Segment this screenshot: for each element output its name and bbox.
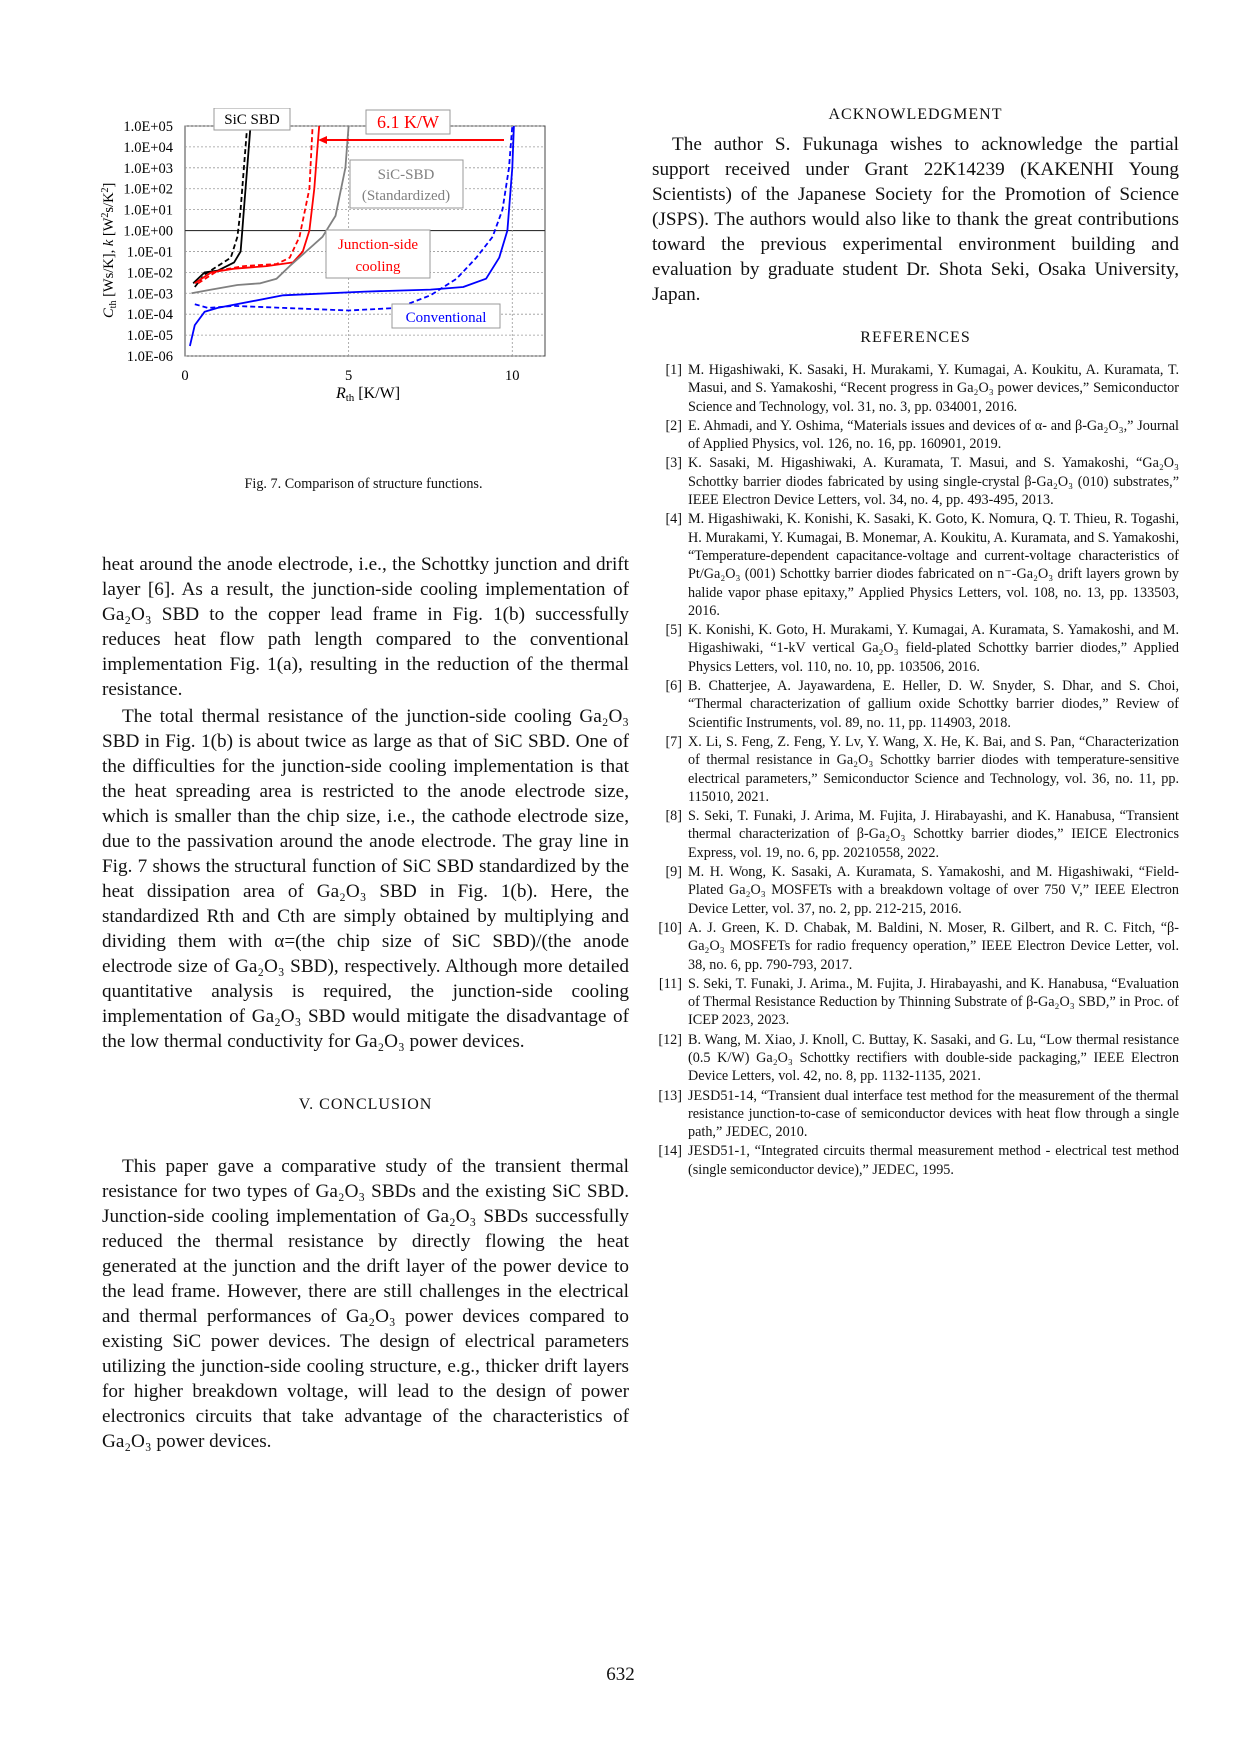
reference-item <box>652 1087 1179 1142</box>
reference-number: [8] <box>665 808 682 825</box>
reference-item <box>652 621 1179 676</box>
y-tick-label: 1.0E+01 <box>123 202 173 219</box>
y-tick-label: 1.0E-04 <box>126 307 173 324</box>
reference-number: [5] <box>665 622 682 639</box>
reference-number: [9] <box>665 864 682 881</box>
y-tick-label: 1.0E+00 <box>123 223 173 240</box>
y-tick-label: 1.0E-03 <box>126 286 173 303</box>
reference-item <box>652 919 1179 974</box>
annotation-sic-sbd <box>214 108 290 130</box>
reference-number: [10] <box>658 919 682 936</box>
figure-caption: Fig. 7. Comparison of structure functions. <box>244 476 483 492</box>
reference-text: S. Seki, T. Funaki, J. Arima., M. Fujita, J. Hirabayashi, and K. Hanabusa, “Evaluation of Thermal Resistance Reduction by Thinning Substrate of β-Ga₂O₃ SBD,” in Proc. of ICEP 2023, 2023. <box>688 975 1179 1029</box>
reference-item <box>652 1031 1179 1086</box>
reference-item <box>652 510 1179 620</box>
right-column <box>652 106 1179 1180</box>
series-line <box>195 126 247 287</box>
reference-number: [13] <box>658 1087 682 1104</box>
reference-text: JESD51-1, “Integrated circuits thermal measurement method - electrical test method (single semiconductor device),” JEDEC, 1995. <box>688 1143 1179 1178</box>
reference-number: [14] <box>658 1143 682 1160</box>
y-axis-label: $C_{th}$ [Ws/K], k $[W^2s/K^2]$ <box>100 182 119 318</box>
reference-list <box>652 361 1179 1179</box>
reference-number: [2] <box>665 417 682 434</box>
reference-text: M. H. Wong, K. Sasaki, A. Kuramata, S. Yamakoshi, and M. Higashiwaki, “Field-Plated Ga₂O₃ MOSFETs with a breakdown voltage of over 750 V,” IEEE Electron Device Letter, vol. 37, no. 2, pp. 212-215, 2016. <box>688 864 1179 917</box>
reference-item <box>652 454 1179 509</box>
annotation-delta <box>318 110 504 144</box>
annotation-sic-std-line1: SiC-SBD <box>377 167 435 183</box>
body-paragraph: heat around the anode electrode, i.e., the Schottky junction and drift layer [6]. As a result, the junction-side cooling implementation of Ga₂O₃ SBD to the copper lead frame in Fig. 1(b) successfully reduces heat flow path length compared to the conventional implementation Fig. 1(a), resulting in the reduction of the thermal resistance. <box>102 554 629 700</box>
reference-number: [1] <box>665 362 682 378</box>
reference-text: X. Li, S. Feng, Z. Feng, Y. Lv, Y. Wang, X. He, K. Bai, and S. Pan, “Characterization of thermal resistance in Ga₂O₃ Schottky barrier diodes with temperature-sensitive electrical parameters,” Semiconductor Science and Technology, vol. 36, no. 11, pp. 115010, 2021. <box>688 733 1179 805</box>
delta-arrow-head <box>318 136 327 144</box>
reference-item <box>652 733 1179 806</box>
reference-text: E. Ahmadi, and Y. Oshima, “Materials issues and devices of α- and β-Ga₂O₃,” Journal of Applied Physics, vol. 126, no. 16, pp. 160901, 2019. <box>688 417 1179 453</box>
reference-item <box>652 1142 1179 1179</box>
reference-number: [12] <box>658 1031 682 1048</box>
y-tick-label: 1.0E-05 <box>126 328 173 345</box>
figure-7 <box>100 108 640 508</box>
annotation-junction-side <box>326 230 430 278</box>
reference-text: M. Higashiwaki, K. Sasaki, H. Murakami, Y. Kumagai, A. Koukitu, A. Kuramata, T. Masui, and S. Yamakoshi, “Recent progress in Ga₂O₃ power devices,” Semiconductor Science and Technology, vol. 31, no. 3, pp. 034001, 2016. <box>688 362 1179 415</box>
x-tick-label: 5 <box>345 368 353 384</box>
section-heading-acknowledgment: ACKNOWLEDGMENT <box>828 106 1003 123</box>
reference-text: B. Wang, M. Xiao, J. Knoll, C. Buttay, K. Sasaki, and G. Lu, “Low thermal resistance (0.5 K/W) Ga₂O₃ Schottky rectifiers with double-side packaging,” IEEE Electron Device Letters, vol. 42, no. 8, pp. 1132-1135, 2021. <box>688 1031 1179 1085</box>
annotation-junction-line1: Junction-side <box>338 237 418 253</box>
x-axis-label: Rth [K/W] <box>335 385 401 404</box>
annotation-conventional-text: Conventional <box>405 310 487 326</box>
reference-item <box>652 807 1179 862</box>
series-line <box>193 126 250 283</box>
reference-item <box>652 677 1179 732</box>
y-tick-label: 1.0E+05 <box>123 119 173 135</box>
series-line <box>195 126 319 283</box>
reference-item <box>652 975 1179 1030</box>
section-heading-conclusion: V. CONCLUSION <box>298 1096 433 1113</box>
reference-number: [6] <box>665 678 682 695</box>
reference-item <box>652 863 1179 918</box>
reference-number: [4] <box>665 511 682 528</box>
reference-text: S. Seki, T. Funaki, J. Arima, M. Fujita, J. Hirabayashi, and K. Hanabusa, “Transient thermal characterization of β-Ga₂O₃ Schottky barrier diodes,” IEICE Electronics Express, vol. 19, no. 6, pp. 20210558, 2022. <box>688 808 1179 861</box>
left-column <box>102 552 629 1454</box>
y-tick-label: 1.0E-02 <box>126 265 173 282</box>
reference-text: B. Chatterjee, A. Jayawardena, E. Heller, D. W. Snyder, S. Dhar, and S. Choi, “Thermal characterization of gallium oxide Schottky barrier diodes,” Review of Scientific Instruments, vol. 89, no. 11, pp. 114903, 2018. <box>688 678 1179 731</box>
reference-text: M. Higashiwaki, K. Konishi, K. Sasaki, K. Goto, K. Nomura, Q. T. Thieu, R. Togashi, H. Murakami, Y. Kumagai, B. Monemar, A. Koukitu, A. Kuramata, and S. Yamakoshi, “Temperature-dependent capacitance-voltage and current-voltage characteristics of Pt/Ga₂O₃ (001) Schottky barrier diodes fabricated on n⁻-Ga₂O₃ drift layers grown by halide vapor phase epitaxy,” Applied Physics Letters, vol. 108, no. 13, pp. 133503, 2016. <box>688 511 1179 619</box>
body-paragraph: The total thermal resistance of the junction-side cooling Ga₂O₃ SBD in Fig. 1(b) is about twice as large as that of SiC SBD. One of the difficulties for the junction-side cooling implementation is that the heat spreading area is restricted to the anode electrode size, which is smaller than the chip size, i.e., the cathode electrode size, due to the passivation around the anode electrode. The gray line in Fig. 7 shows the structural function of SiC SBD standardized by the heat dissipation area of Ga₂O₃ SBD in Fig. 1(b). Here, the standardized Rth and Cth are simply obtained by multiplying and dividing them with α=(the chip size of SiC SBD)/(the anode electrode size of Ga₂O₃ SBD), respectively. Although more detailed quantitative analysis is required, the junction-side cooling implementation of Ga₂O₃ SBD would mitigate the disadvantage of the low thermal conductivity for Ga₂O₃ power devices. <box>102 706 629 1052</box>
reference-item <box>652 417 1179 454</box>
reference-text: JESD51-14, “Transient dual interface test method for the measurement of the thermal resistance junction-to-case of semiconductor devices with heat flow through a single path,” JEDEC, 2010. <box>688 1087 1179 1141</box>
annotation-conventional <box>392 304 500 328</box>
y-tick-label: 1.0E-01 <box>126 244 173 261</box>
x-tick-label: 0 <box>181 368 189 384</box>
y-tick-label: 1.0E+02 <box>123 181 173 198</box>
reference-text: K. Sasaki, M. Higashiwaki, A. Kuramata, T. Masui, and S. Yamakoshi, “Ga₂O₃ Schottky barrier diodes fabricated by using single-crystal β-Ga₂O₃ (010) substrates,” IEEE Electron Device Letters, vol. 34, no. 4, pp. 493-495, 2013. <box>688 455 1179 509</box>
annotation-junction-line2: cooling <box>355 259 401 275</box>
y-tick-label: 1.0E-06 <box>126 349 173 365</box>
annotation-sic-sbd-text: SiC SBD <box>224 112 280 128</box>
reference-item <box>652 361 1179 416</box>
x-tick-label: 10 <box>505 368 520 384</box>
reference-text: K. Konishi, K. Goto, H. Murakami, Y. Kumagai, A. Kuramata, S. Yamakoshi, and M. Higashiwaki, “1-kV vertical Ga₂O₃ field-plated Schottky barrier diodes,” Applied Physics Letters, vol. 110, no. 10, pp. 103506, 2016. <box>688 622 1179 675</box>
section-heading-references: REFERENCES <box>860 329 971 346</box>
annotation-delta-text: 6.1 K/W <box>377 112 439 132</box>
reference-number: [7] <box>665 733 682 750</box>
reference-number: [3] <box>665 455 682 472</box>
conclusion-paragraph: This paper gave a comparative study of the transient thermal resistance for two types of Ga₂O₃ SBDs and the existing SiC SBD. Junction-side cooling implementation of Ga₂O₃ SBDs successfully reduced the thermal resistance by directly flowing the heat generated at the junction and the drift layer of the power device to the lead frame. However, there are still challenges in the electrical and thermal performances of Ga₂O₃ power devices compared to existing SiC power devices. The design of electrical parameters utilizing the junction-side cooling structure, e.g., thicker drift layers for higher breakdown voltage, will lead to the design of power electronics circuits that take advantage of the characteristics of Ga₂O₃ power devices. <box>102 1156 629 1452</box>
reference-number: [11] <box>658 975 682 992</box>
y-tick-label: 1.0E+03 <box>123 160 173 177</box>
annotation-sic-standardized <box>350 160 463 208</box>
acknowledgment-paragraph: The author S. Fukunaga wishes to acknowledge the partial support received under Grant 22K14239 (KAKENHI Young Scientists) of the Japanese Society for the Promotion of Science (JSPS). The authors would also like to thank the great contributions toward the previous experimental environment building and evaluation by graduate student Dr. Shota Seki, Osaka University, Japan. <box>652 134 1179 305</box>
annotation-sic-std-line2: (Standardized) <box>361 188 451 204</box>
y-tick-label: 1.0E+04 <box>123 139 173 156</box>
page-number: 632 <box>606 1664 635 1685</box>
structure-function-chart <box>100 108 640 473</box>
reference-text: A. J. Green, K. D. Chabak, M. Baldini, N. Moser, R. Gilbert, and R. C. Fitch, “β-Ga₂O₃ MOSFETs for radio frequency operation,” IEEE Electron Device Letter, vol. 38, no. 6, pp. 790-793, 2017. <box>688 919 1179 973</box>
